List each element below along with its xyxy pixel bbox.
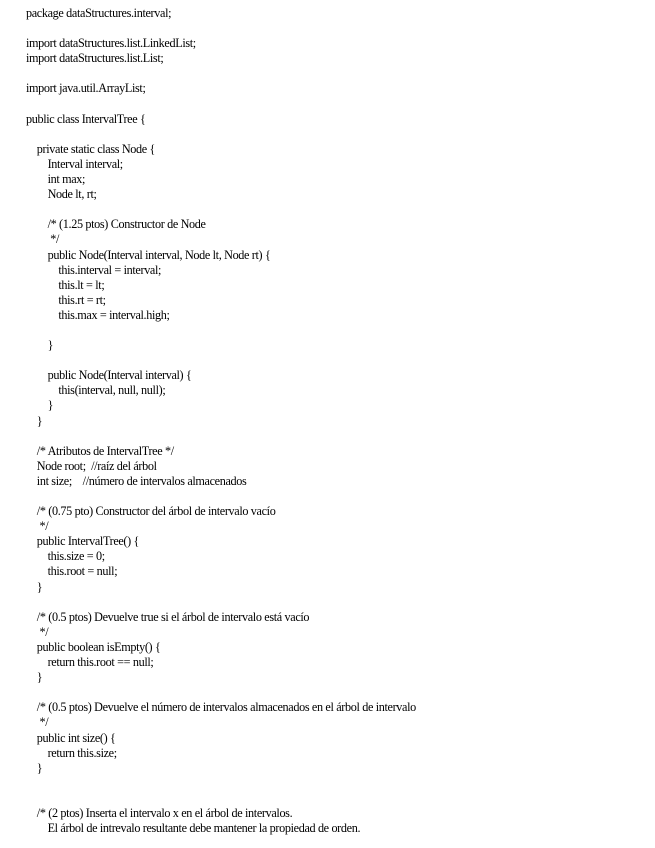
- code-line: /* (0.5 ptos) Devuelve el número de intervalos almacenados en el árbol de intervalo: [26, 700, 416, 715]
- code-listing: [26, 6, 646, 836]
- code-line: */: [26, 519, 49, 534]
- code-line: private static class Node {: [26, 141, 156, 156]
- code-line: this.root = null;: [26, 564, 118, 579]
- code-line: public IntervalTree() {: [26, 534, 140, 549]
- blank-line: [26, 595, 646, 610]
- code-line: /* (1.25 ptos) Constructor de Node: [26, 217, 206, 232]
- blank-line: [26, 127, 646, 142]
- code-line: }: [26, 760, 43, 775]
- code-line: Node root; //raíz del árbol: [26, 458, 157, 473]
- code-line: this.size = 0;: [26, 549, 105, 564]
- code-line: int max;: [26, 172, 86, 187]
- code-line: */: [26, 624, 49, 639]
- code-line: this.interval = interval;: [26, 262, 162, 277]
- code-line: }: [26, 413, 43, 428]
- code-line: */: [26, 232, 60, 247]
- blank-line: [26, 429, 646, 444]
- blank-line: [26, 66, 646, 81]
- code-line: /* (0.75 pto) Constructor del árbol de intervalo vacío: [26, 504, 276, 519]
- code-line: /* (0.5 ptos) Devuelve true si el árbol de intervalo está vacío: [26, 609, 310, 624]
- code-line: */: [26, 715, 49, 730]
- blank-line: [26, 489, 646, 504]
- blank-line: [26, 685, 646, 700]
- blank-line: [26, 202, 646, 217]
- code-line: int size; //número de intervalos almacenados: [26, 473, 247, 488]
- blank-line: [26, 21, 646, 36]
- code-line: this.max = interval.high;: [26, 307, 170, 322]
- code-line: Node lt, rt;: [26, 187, 97, 202]
- code-line: this(interval, null, null);: [26, 383, 166, 398]
- code-line: public class IntervalTree {: [26, 111, 146, 126]
- code-line: }: [26, 670, 43, 685]
- blank-line: [26, 791, 646, 806]
- code-line: /* Atributos de IntervalTree */: [26, 443, 174, 458]
- code-line: public Node(Interval interval) {: [26, 368, 192, 383]
- code-line: public Node(Interval interval, Node lt, Node rt) {: [26, 247, 271, 262]
- code-line: Interval interval;: [26, 156, 123, 171]
- code-line: }: [26, 398, 54, 413]
- code-line: public int size() {: [26, 730, 116, 745]
- code-line: return this.root == null;: [26, 655, 154, 670]
- blank-line: [26, 776, 646, 791]
- code-line: /* (2 ptos) Inserta el intervalo x en el árbol de intervalos.: [26, 805, 293, 820]
- code-line: import dataStructures.list.LinkedList;: [26, 36, 196, 51]
- code-line: package dataStructures.interval;: [26, 6, 172, 20]
- blank-line: [26, 353, 646, 368]
- code-line: return this.size;: [26, 745, 117, 760]
- blank-line: [26, 323, 646, 338]
- code-line: import java.util.ArrayList;: [26, 81, 146, 96]
- code-line: public boolean isEmpty() {: [26, 639, 161, 654]
- code-line: El árbol de intrevalo resultante debe mantener la propiedad de orden.: [26, 821, 361, 836]
- blank-line: [26, 97, 646, 112]
- code-line: this.rt = rt;: [26, 292, 106, 307]
- code-line: }: [26, 338, 54, 353]
- code-line: this.lt = lt;: [26, 277, 105, 292]
- code-line: }: [26, 579, 43, 594]
- code-line: import dataStructures.list.List;: [26, 51, 164, 66]
